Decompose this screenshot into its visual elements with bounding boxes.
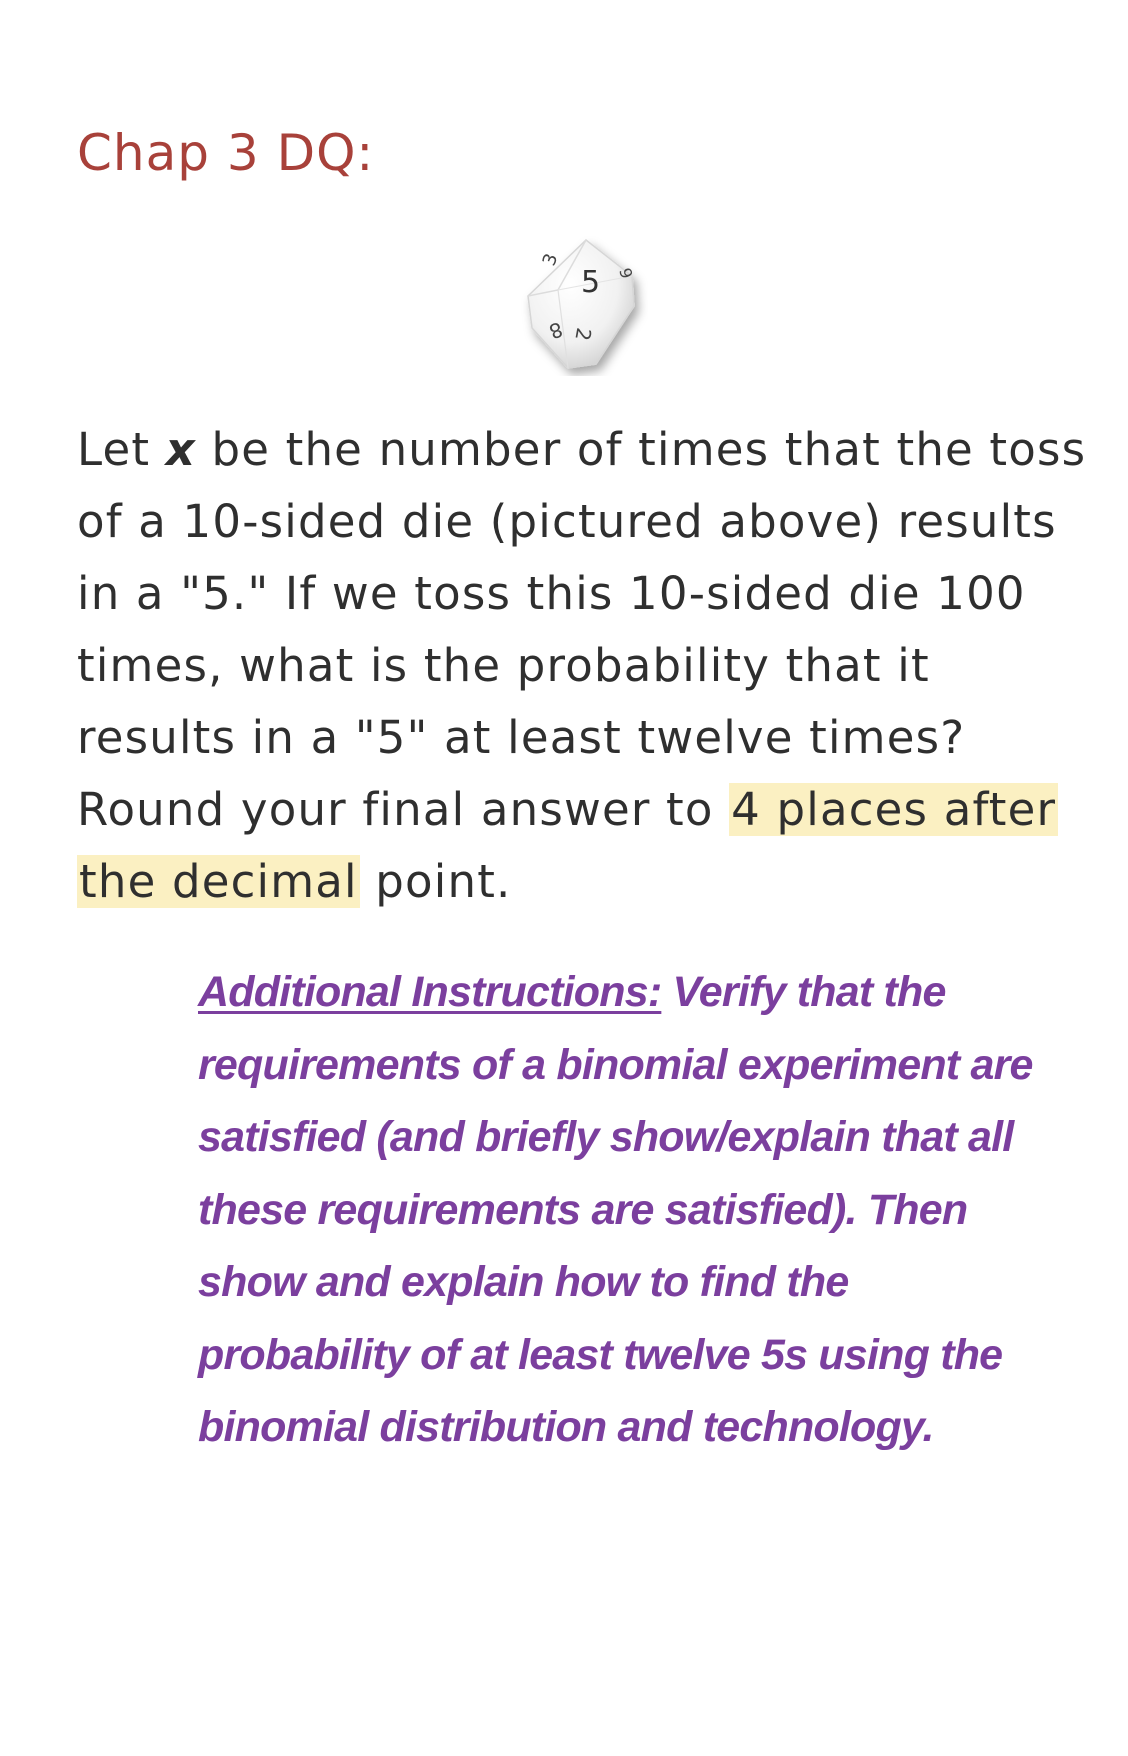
instructions-line-5: show and explain how to find the <box>198 1258 849 1306</box>
question-line-1: Let x be the number of times that the toss <box>77 423 1087 476</box>
highlight-rounding-1: 4 places after <box>731 783 1057 836</box>
additional-instructions <box>198 956 1098 1464</box>
die-face-5: 5 <box>581 265 601 300</box>
question-line-5: results in a "5" at least twelve times? <box>77 711 966 764</box>
instructions-line-2: requirements of a binomial experiment are <box>198 1040 1033 1089</box>
highlight-rounding-2: the decimal <box>79 855 358 908</box>
question-line-4: times, what is the probability that it <box>77 639 930 692</box>
die-face-9: 9 <box>615 265 637 281</box>
instructions-line-6: probability of at least twelve 5s using the <box>198 1330 1003 1379</box>
question-line-6: Round your final answer to 4 places after <box>77 783 1057 836</box>
ten-sided-die-icon <box>518 236 648 376</box>
variable-x: x <box>165 423 196 476</box>
die-face-2: 2 <box>570 325 597 343</box>
instructions-line-4: these requirements are satisfied). Then <box>198 1185 968 1234</box>
question-line-7: the decimal point. <box>79 855 512 908</box>
question-line-3: in a "5." If we toss this 10-sided die 100 <box>77 567 1026 620</box>
die-face-3: 3 <box>538 250 563 269</box>
die-face-8: 8 <box>545 316 566 344</box>
instructions-line-7: binomial distribution and technology. <box>198 1403 934 1451</box>
question-line-2: of a 10-sided die (pictured above) results <box>77 495 1057 548</box>
instructions-line-3: satisfied (and briefly show/explain that all <box>198 1113 1014 1161</box>
instructions-heading: Additional Instructions: <box>198 968 662 1016</box>
question-text <box>77 414 1087 918</box>
instructions-line-1: Additional Instructions: Verify that the <box>198 968 946 1016</box>
page-title: Chap 3 DQ: <box>77 124 375 182</box>
